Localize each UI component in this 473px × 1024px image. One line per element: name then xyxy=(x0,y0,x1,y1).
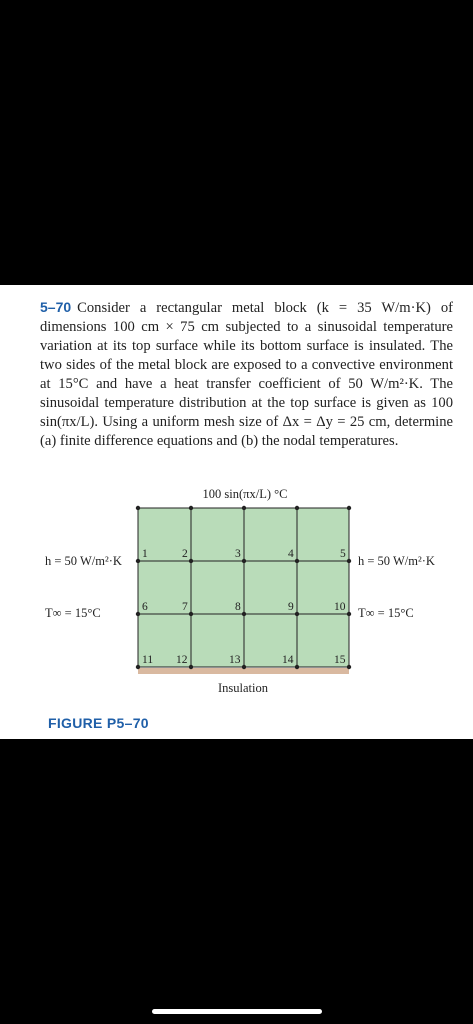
node-label: 7 xyxy=(182,601,188,613)
problem-text: Consider a rectangular metal block (k = 35 W/m·K) of dimensions 100 cm × 75 cm subjected to a sinusoidal temperature variation at its top surface while its bottom surface is insulated. The two sides of the metal block are exposed to a convective environment at 15°C and have a heat transfer coefficient of 50 W/m²·K. The sinusoidal temperature distribution at the top surface is given as 100 sin(πx/L). Using a uniform mesh size of Δx = Δy = 25 cm, determine (a) finite difference equations and (b) the nodal temperatures. xyxy=(40,300,453,449)
problem-number: 5–70 xyxy=(40,299,72,315)
node-label: 12 xyxy=(176,654,188,666)
left-tinf-label: T∞ = 15°C xyxy=(45,606,101,620)
node-label: 1 xyxy=(142,548,148,560)
figure-p5-70 xyxy=(0,480,473,710)
node-label: 2 xyxy=(182,548,188,560)
node-label: 10 xyxy=(334,601,346,613)
node-label: 3 xyxy=(235,548,241,560)
right-h-label: h = 50 W/m²·K xyxy=(358,554,435,568)
problem-statement xyxy=(40,298,453,451)
left-h-label: h = 50 W/m²·K xyxy=(45,554,122,568)
top-boundary-label: 100 sin(πx/L) °C xyxy=(202,487,288,501)
node-label: 8 xyxy=(235,601,241,613)
node-label: 11 xyxy=(142,654,154,666)
node-label: 5 xyxy=(340,548,346,560)
figure-caption: FIGURE P5–70 xyxy=(48,715,149,731)
node-label: 13 xyxy=(229,654,241,666)
node-label: 4 xyxy=(288,548,294,560)
node-label: 9 xyxy=(288,601,294,613)
insulation-label: Insulation xyxy=(218,681,268,695)
node-label: 6 xyxy=(142,601,148,613)
node-label: 14 xyxy=(282,654,294,666)
home-indicator[interactable] xyxy=(152,1009,322,1014)
node-label: 15 xyxy=(334,654,346,666)
right-tinf-label: T∞ = 15°C xyxy=(358,606,414,620)
